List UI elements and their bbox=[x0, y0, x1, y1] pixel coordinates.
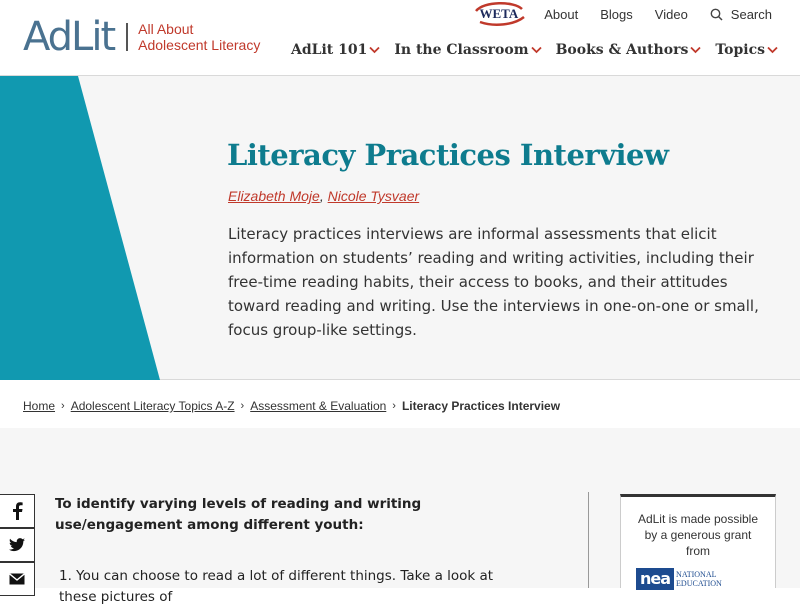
breadcrumb-separator: › bbox=[240, 400, 245, 412]
breadcrumb-assessment[interactable]: Assessment & Evaluation bbox=[250, 399, 387, 413]
blogs-link[interactable]: Blogs bbox=[600, 6, 633, 22]
weta-logo[interactable] bbox=[476, 6, 523, 22]
breadcrumb-separator: › bbox=[392, 400, 396, 412]
share-twitter-button[interactable] bbox=[0, 528, 35, 562]
breadcrumb-topics[interactable]: Adolescent Literacy Topics A-Z bbox=[70, 399, 235, 413]
author-list bbox=[228, 188, 419, 204]
nea-logo[interactable] bbox=[636, 568, 761, 590]
chevron-down-icon bbox=[369, 46, 380, 54]
search-label: Search bbox=[730, 6, 772, 22]
email-icon bbox=[9, 573, 25, 585]
nav-books-authors[interactable] bbox=[556, 42, 702, 58]
hero-decorative-shape bbox=[0, 76, 170, 380]
weta-swoosh-icon bbox=[474, 3, 526, 25]
breadcrumb-current: Literacy Practices Interview bbox=[401, 399, 561, 413]
author-separator: , bbox=[319, 188, 328, 204]
chevron-down-icon bbox=[767, 46, 778, 54]
about-link[interactable]: About bbox=[544, 6, 579, 22]
share-bar bbox=[0, 494, 35, 596]
hero-banner bbox=[0, 76, 800, 380]
main-nav bbox=[277, 42, 778, 58]
logo-divider bbox=[126, 23, 128, 51]
nav-label: Books & Authors bbox=[555, 42, 689, 58]
nav-label: Topics bbox=[715, 42, 765, 58]
chevron-down-icon bbox=[690, 46, 701, 54]
nea-logo-mark: nea bbox=[640, 569, 671, 588]
logo-tagline-line2: Adolescent Literacy bbox=[138, 37, 261, 53]
nav-topics[interactable] bbox=[715, 42, 778, 58]
page-title: Literacy Practices Interview bbox=[227, 138, 669, 172]
breadcrumb-separator: › bbox=[61, 400, 65, 412]
nav-adlit-101[interactable] bbox=[291, 42, 380, 58]
column-divider bbox=[588, 492, 589, 588]
logo-tagline-line1: All About bbox=[138, 21, 194, 37]
video-link[interactable]: Video bbox=[654, 6, 688, 22]
nav-in-the-classroom[interactable] bbox=[394, 42, 541, 58]
search-icon bbox=[710, 8, 723, 21]
nea-logo-name-line1: NATIONAL bbox=[676, 570, 717, 579]
page-summary: Literacy practices interviews are informal assessments that elicit information on students’ reading and writing activities, including their free-time reading habits, their access to books, and their attitudes toward reading and writing. Use the interviews in one-on-one or small, focus group-like settings. bbox=[228, 225, 759, 339]
facebook-icon bbox=[11, 502, 23, 520]
weta-label: WETA bbox=[479, 6, 519, 21]
site-logo[interactable] bbox=[23, 14, 260, 60]
sponsor-box bbox=[620, 494, 776, 588]
article-body bbox=[55, 494, 525, 608]
logo-mark: AdLit bbox=[23, 14, 115, 60]
site-header bbox=[0, 0, 800, 76]
share-facebook-button[interactable] bbox=[0, 494, 35, 528]
breadcrumb-home[interactable]: Home bbox=[23, 399, 56, 413]
logo-tagline bbox=[138, 21, 260, 53]
nav-label: AdLit 101 bbox=[290, 42, 368, 58]
article-lead: To identify varying levels of reading and writing use/engagement among different youth: bbox=[55, 496, 422, 533]
nea-logo-name bbox=[674, 568, 761, 590]
utility-nav bbox=[476, 4, 773, 24]
twitter-icon bbox=[9, 538, 25, 552]
search-button[interactable] bbox=[710, 7, 772, 22]
author-link[interactable]: Nicole Tysvaer bbox=[327, 188, 420, 204]
author-link[interactable]: Elizabeth Moje bbox=[228, 188, 320, 204]
nea-logo-name-line2: EDUCATION bbox=[676, 579, 722, 588]
list-item: 1. You can choose to read a lot of different things. Take a look at these pictures of bbox=[59, 568, 494, 605]
nav-label: In the Classroom bbox=[394, 42, 529, 58]
sponsor-text: AdLit is made possible by a generous grant from bbox=[637, 512, 759, 558]
share-email-button[interactable] bbox=[0, 562, 35, 596]
chevron-down-icon bbox=[531, 46, 542, 54]
breadcrumb bbox=[23, 399, 560, 413]
